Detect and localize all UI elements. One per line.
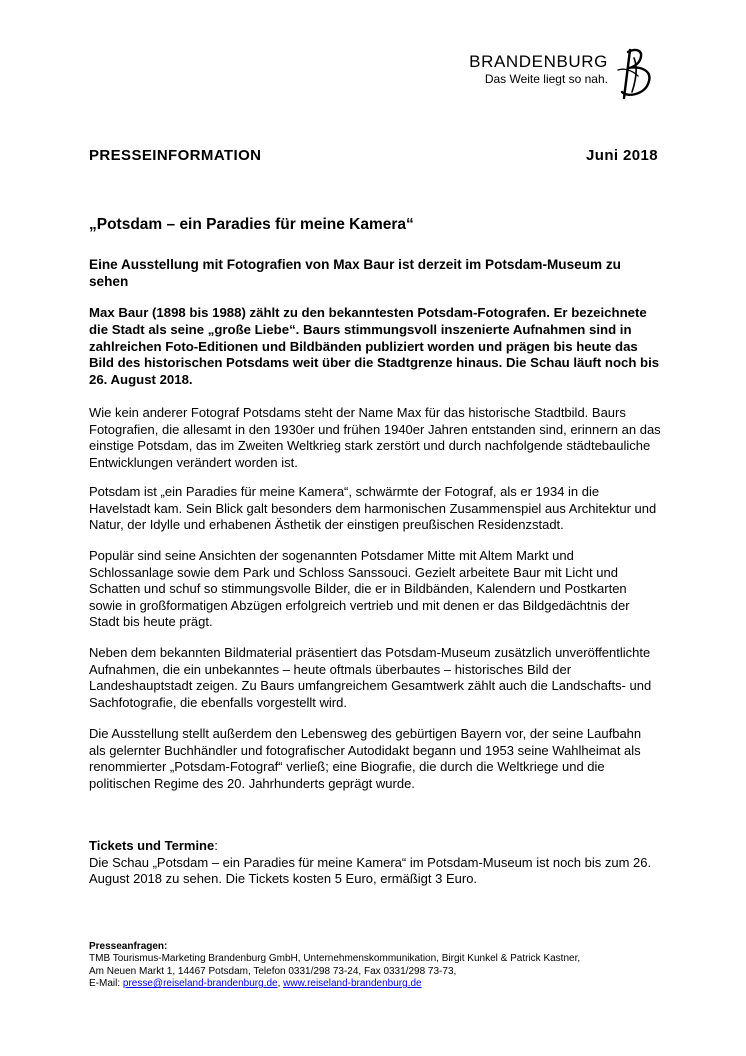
email-link[interactable]: presse@reiseland-brandenburg.de	[122, 977, 278, 989]
lead-paragraph: Max Baur (1898 bis 1988) zählt zu den bekanntesten Potsdam-Fotografen. Er bezeichnete die Stadt als seine „große Liebe“. Baurs stimmungsvoll inszenierte Aufnahmen sind in zahlreichen Foto-Editionen und Bildbänden publiziert worden und prägen bis heute das Bild des historischen Potsdams weit über die Stadtgrenze hinaus. Die Schau läuft noch bis 26. August 2018.	[89, 305, 660, 388]
contact-line-company: TMB Tourismus-Marketing Brandenburg GmbH, Unternehmenskommunikation, Birgit Kunkel & Patrick Kastner,	[89, 953, 581, 965]
contact-heading: Presseanfragen:	[89, 941, 168, 952]
page-title: „Potsdam – ein Paradies für meine Kamera“	[89, 216, 414, 233]
press-date: Juni 2018	[586, 147, 658, 164]
press-contact	[89, 941, 661, 990]
body-paragraph: Neben dem bekannten Bildmaterial präsentiert das Potsdam-Museum zusätzlich unveröffentlichte Aufnahmen, die ein unbekanntes – heute oftmals überbautes – historisches Bild der Landeshauptstadt zeigen. Zu Baurs umfangreichem Gesamtwerk zählt auch die Landschafts- und Sachfotografie, die ebenfalls vorgestellt wird.	[89, 645, 652, 710]
email-label: E-Mail:	[89, 977, 123, 989]
brandenburg-logo	[469, 46, 660, 102]
contact-line-links	[89, 978, 661, 990]
brandenburg-b-logo-icon	[614, 46, 660, 102]
body-paragraph: Die Ausstellung stellt außerdem den Lebensweg des gebürtigen Bayern vor, der seine Laufbahn als gelernter Buchhändler und fotografischer Autodidakt begann und 1953 seine Wahlheimat als renommierter „Potsdam-Fotograf“ verließ; eine Biografie, die durch die Weltkriege und die politischen Regime des 20. Jahrhunderts geprägt wurde.	[89, 726, 642, 791]
press-label: PRESSEINFORMATION	[89, 147, 262, 164]
tickets-heading: Tickets und Termine	[89, 838, 215, 853]
subtitle: Eine Ausstellung mit Fotografien von Max Baur ist derzeit im Potsdam-Museum zu sehen	[89, 257, 621, 289]
tickets-heading-line	[89, 838, 661, 855]
tickets-section	[89, 838, 661, 888]
logo-name: BRANDENBURG	[469, 52, 608, 71]
logo-tagline: Das Weite liegt so nah.	[484, 72, 608, 86]
tickets-text: Die Schau „Potsdam – ein Paradies für meine Kamera“ im Potsdam-Museum ist noch bis zum 26. August 2018 zu sehen. Die Tickets kosten 5 Euro, ermäßigt 3 Euro.	[89, 854, 652, 886]
contact-line-address: Am Neuen Markt 1, 14467 Potsdam, Telefon 0331/298 73-24, Fax 0331/298 73-73,	[89, 965, 457, 977]
body-paragraph: Populär sind seine Ansichten der sogenannten Potsdamer Mitte mit Altem Markt und Schlossanlage sowie dem Park und Schloss Sanssouci. Gezielt arbeitete Baur mit Licht und Schatten und schuf so stimmungsvolle Bilder, die er in Bildbänden, Kalendern und Postkarten sowie in großformatigen Abzügen erfolgreich vertrieb und mit denen er das Bildgedächtnis der Stadt bis heute prägt.	[89, 548, 630, 629]
body-paragraph: Wie kein anderer Fotograf Potsdams steht der Name Max für das historische Stadtbild. Baurs Fotografien, die allesamt in den 1930er und frühen 1940er Jahren entstanden sind, erinnern an das einstige Potsdam, das im Zweiten Weltkrieg stark zerstört und durch nachfolgende städtebauliche Entwicklungen verändert worden ist.	[89, 405, 661, 470]
press-header	[89, 147, 658, 164]
body-paragraph: Potsdam ist „ein Paradies für meine Kamera“, schwärmte der Fotograf, als er 1934 in die Havelstadt kam. Sein Blick galt besonders dem harmonischen Zusammenspiel aus Architektur und Natur, der Idylle und erhabenen Ästhetik der einstigen preußischen Residenzstadt.	[89, 484, 657, 532]
logo-text	[469, 52, 608, 87]
tickets-colon: :	[214, 838, 218, 853]
website-link[interactable]: www.reiseland-brandenburg.de	[283, 977, 422, 989]
link-separator: ,	[277, 977, 284, 989]
